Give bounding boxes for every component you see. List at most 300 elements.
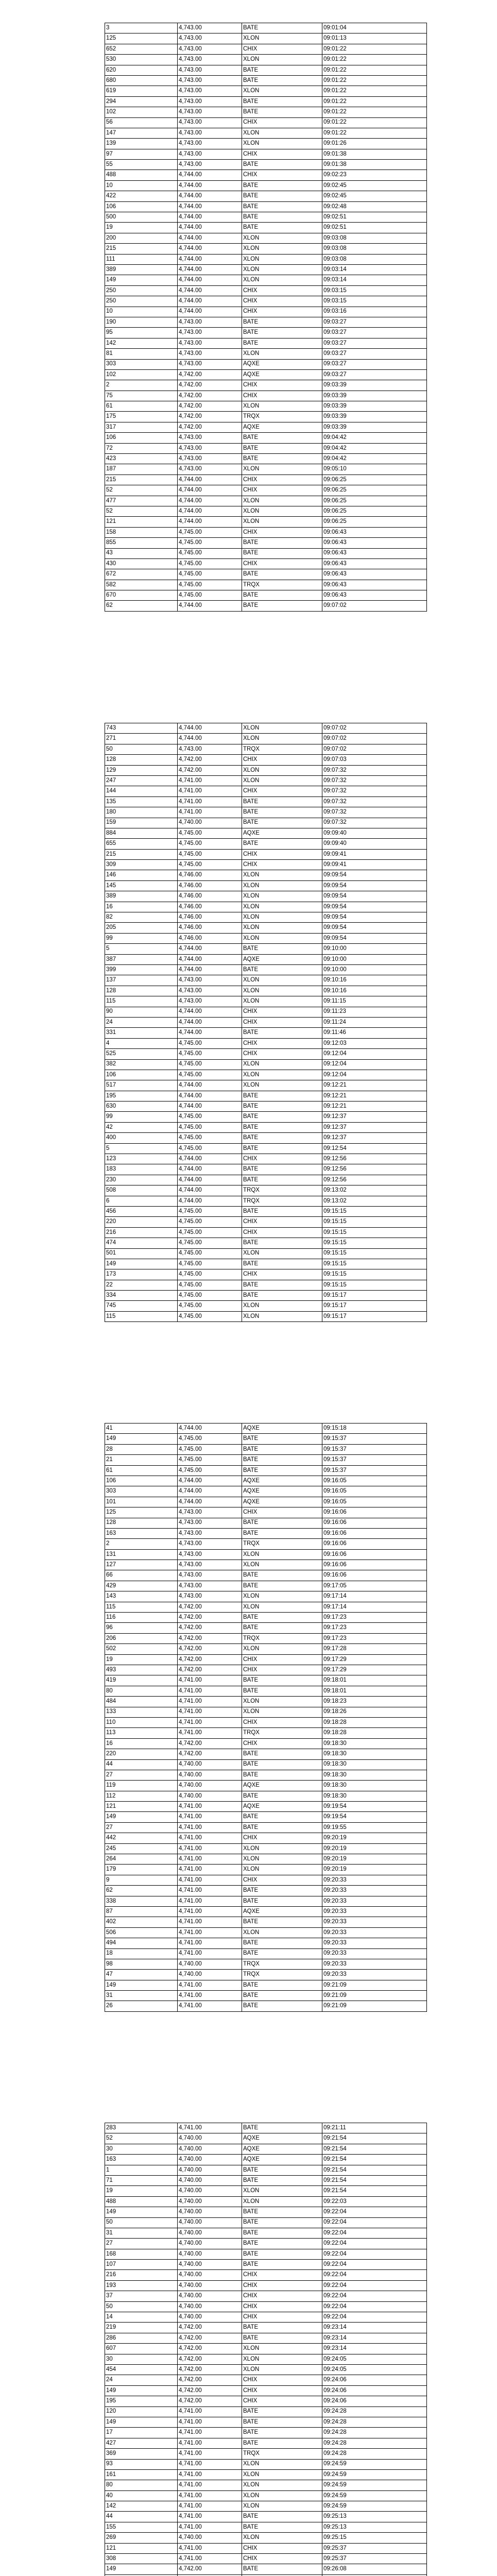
time-cell: 09:18:28: [322, 1728, 427, 1738]
time-cell: 09:01:22: [322, 75, 427, 86]
venue-cell: CHIX: [242, 849, 322, 859]
venue-cell: XLON: [242, 996, 322, 1007]
price-cell: 4,741.00: [178, 2001, 242, 2011]
time-cell: 09:22:04: [322, 2291, 427, 2301]
venue-cell: BATE: [242, 1917, 322, 1927]
price-cell: 4,742.00: [178, 765, 242, 775]
volume-cell: 2: [105, 1539, 178, 1549]
price-cell: 4,741.00: [178, 1822, 242, 1833]
venue-cell: BATE: [242, 569, 322, 580]
time-cell: 09:24:05: [322, 2364, 427, 2375]
venue-cell: XLON: [242, 734, 322, 744]
volume-cell: 149: [105, 275, 178, 285]
price-cell: 4,740.00: [178, 2144, 242, 2154]
venue-cell: XLON: [242, 1549, 322, 1560]
table-row: [105, 2564, 427, 2574]
time-cell: 09:13:02: [322, 1185, 427, 1196]
table-row: [105, 412, 427, 422]
table-row: [105, 1717, 427, 1727]
volume-cell: 195: [105, 2396, 178, 2406]
table-row: [105, 1528, 427, 1538]
time-cell: 09:24:28: [322, 2428, 427, 2438]
venue-cell: XLON: [242, 464, 322, 474]
volume-cell: 206: [105, 1633, 178, 1643]
time-cell: 09:06:25: [322, 517, 427, 527]
table-row: [105, 191, 427, 201]
time-cell: 09:06:43: [322, 590, 427, 601]
venue-cell: XLON: [242, 139, 322, 149]
table-row: [105, 1291, 427, 1301]
time-cell: 09:15:17: [322, 1311, 427, 1321]
venue-cell: BATE: [242, 1528, 322, 1538]
price-cell: 4,740.00: [178, 2196, 242, 2207]
time-cell: 09:20:33: [322, 1917, 427, 1927]
price-cell: 4,742.00: [178, 391, 242, 401]
price-cell: 4,745.00: [178, 1227, 242, 1238]
table-row: [105, 1854, 427, 1865]
time-cell: 09:18:28: [322, 1717, 427, 1727]
table-row: [105, 1507, 427, 1518]
table-row: [105, 1707, 427, 1717]
volume-cell: 21: [105, 1455, 178, 1465]
volume-cell: 264: [105, 1854, 178, 1865]
volume-cell: 286: [105, 2333, 178, 2343]
price-cell: 4,743.00: [178, 117, 242, 128]
venue-cell: XLON: [242, 86, 322, 96]
time-cell: 09:07:32: [322, 807, 427, 818]
volume-cell: 454: [105, 2364, 178, 2375]
price-cell: 4,741.00: [178, 775, 242, 786]
volume-cell: 30: [105, 2354, 178, 2364]
volume-cell: 250: [105, 296, 178, 307]
price-cell: 4,746.00: [178, 912, 242, 923]
time-cell: 09:20:33: [322, 1970, 427, 1980]
time-cell: 09:15:15: [322, 1227, 427, 1238]
venue-cell: CHIX: [242, 2312, 322, 2323]
venue-cell: TRQX: [242, 1185, 322, 1196]
venue-cell: XLON: [242, 1311, 322, 1321]
volume-cell: 142: [105, 338, 178, 348]
volume-cell: 137: [105, 975, 178, 986]
time-cell: 09:12:56: [322, 1175, 427, 1185]
price-cell: 4,745.00: [178, 538, 242, 548]
volume-cell: 14: [105, 2312, 178, 2323]
volume-cell: 525: [105, 1049, 178, 1059]
volume-cell: 149: [105, 2385, 178, 2396]
price-cell: 4,744.00: [178, 496, 242, 506]
time-cell: 09:15:37: [322, 1434, 427, 1444]
time-cell: 09:17:29: [322, 1665, 427, 1675]
venue-cell: BATE: [242, 2001, 322, 2011]
volume-cell: 670: [105, 590, 178, 601]
venue-cell: BATE: [242, 1686, 322, 1696]
time-cell: 09:15:15: [322, 1206, 427, 1216]
price-cell: 4,743.00: [178, 128, 242, 138]
volume-cell: 179: [105, 1865, 178, 1875]
time-cell: 09:24:59: [322, 2490, 427, 2501]
volume-cell: 6: [105, 1196, 178, 1206]
table-row: [105, 23, 427, 33]
table-row: [105, 55, 427, 65]
venue-cell: CHIX: [242, 1269, 322, 1280]
time-cell: 09:12:56: [322, 1164, 427, 1175]
price-cell: 4,744.00: [178, 1476, 242, 1486]
price-cell: 4,744.00: [178, 1175, 242, 1185]
time-cell: 09:16:06: [322, 1507, 427, 1518]
venue-cell: XLON: [242, 923, 322, 933]
venue-cell: CHIX: [242, 755, 322, 765]
price-cell: 4,740.00: [178, 2280, 242, 2291]
volume-cell: 506: [105, 1927, 178, 1938]
volume-cell: 680: [105, 75, 178, 86]
table-row: [105, 496, 427, 506]
time-cell: 09:19:55: [322, 1822, 427, 1833]
time-cell: 09:06:25: [322, 506, 427, 516]
time-cell: 09:04:42: [322, 443, 427, 453]
price-cell: 4,741.00: [178, 2123, 242, 2133]
time-cell: 09:17:23: [322, 1613, 427, 1623]
table-row: [105, 2364, 427, 2375]
table-row: [105, 2480, 427, 2490]
time-cell: 09:15:37: [322, 1465, 427, 1476]
venue-cell: XLON: [242, 1070, 322, 1080]
price-cell: 4,746.00: [178, 880, 242, 891]
time-cell: 09:16:05: [322, 1486, 427, 1497]
volume-cell: 5: [105, 1143, 178, 1154]
price-cell: 4,744.00: [178, 191, 242, 201]
time-cell: 09:09:40: [322, 828, 427, 838]
time-cell: 09:24:28: [322, 2417, 427, 2427]
venue-cell: CHIX: [242, 2385, 322, 2396]
price-cell: 4,741.00: [178, 2469, 242, 2480]
table-row: [105, 170, 427, 180]
time-cell: 09:07:02: [322, 734, 427, 744]
venue-cell: BATE: [242, 223, 322, 233]
venue-cell: XLON: [242, 1865, 322, 1875]
volume-cell: 247: [105, 775, 178, 786]
price-cell: 4,745.00: [178, 1269, 242, 1280]
volume-cell: 16: [105, 902, 178, 912]
volume-cell: 173: [105, 1269, 178, 1280]
time-cell: 09:10:16: [322, 986, 427, 996]
volume-cell: 62: [105, 601, 178, 611]
table-row: [105, 2344, 427, 2354]
venue-cell: AQXE: [242, 1476, 322, 1486]
table-row: [105, 954, 427, 964]
venue-cell: XLON: [242, 2344, 322, 2354]
venue-cell: AQXE: [242, 1802, 322, 1812]
time-cell: 09:03:08: [322, 254, 427, 264]
price-cell: 4,740.00: [178, 1781, 242, 1791]
price-cell: 4,740.00: [178, 2165, 242, 2175]
volume-cell: 745: [105, 1301, 178, 1311]
volume-cell: 115: [105, 1602, 178, 1612]
table-row: [105, 2385, 427, 2396]
time-cell: 09:01:22: [322, 86, 427, 96]
table-row: [105, 233, 427, 243]
table-row: [105, 880, 427, 891]
venue-cell: CHIX: [242, 474, 322, 485]
venue-cell: BATE: [242, 96, 322, 107]
venue-cell: BATE: [242, 839, 322, 849]
price-cell: 4,743.00: [178, 1549, 242, 1560]
table-row: [105, 1175, 427, 1185]
time-cell: 09:16:06: [322, 1518, 427, 1528]
venue-cell: BATE: [242, 1259, 322, 1269]
volume-cell: 5: [105, 944, 178, 954]
table-row: [105, 2239, 427, 2249]
table-row: [105, 1539, 427, 1549]
price-cell: 4,744.00: [178, 1154, 242, 1164]
volume-cell: 493: [105, 1665, 178, 1675]
price-cell: 4,744.00: [178, 1007, 242, 1017]
volume-cell: 155: [105, 2522, 178, 2532]
time-cell: 09:09:54: [322, 902, 427, 912]
price-cell: 4,741.00: [178, 2522, 242, 2532]
table-row: [105, 2323, 427, 2333]
volume-cell: 331: [105, 1028, 178, 1038]
volume-cell: 96: [105, 1623, 178, 1633]
volume-cell: 115: [105, 1311, 178, 1321]
price-cell: 4,744.00: [178, 244, 242, 254]
venue-cell: AQXE: [242, 2155, 322, 2165]
price-cell: 4,741.00: [178, 1886, 242, 1896]
volume-cell: 145: [105, 880, 178, 891]
table-row: [105, 1749, 427, 1759]
venue-cell: BATE: [242, 1759, 322, 1770]
price-cell: 4,746.00: [178, 902, 242, 912]
time-cell: 09:12:21: [322, 1080, 427, 1091]
time-cell: 09:18:30: [322, 1738, 427, 1749]
venue-cell: BATE: [242, 1570, 322, 1581]
time-cell: 09:15:15: [322, 1259, 427, 1269]
table-row: [105, 1591, 427, 1602]
table-row: [105, 775, 427, 786]
price-cell: 4,741.00: [178, 786, 242, 796]
time-cell: 09:10:00: [322, 954, 427, 964]
venue-cell: CHIX: [242, 1875, 322, 1885]
volume-cell: 149: [105, 2417, 178, 2427]
price-cell: 4,741.00: [178, 2428, 242, 2438]
table-row: [105, 160, 427, 170]
volume-cell: 93: [105, 2459, 178, 2469]
venue-cell: CHIX: [242, 285, 322, 296]
venue-cell: BATE: [242, 2260, 322, 2270]
price-cell: 4,744.00: [178, 1486, 242, 1497]
time-cell: 09:22:04: [322, 2260, 427, 2270]
venue-cell: XLON: [242, 264, 322, 275]
table-row: [105, 755, 427, 765]
venue-cell: BATE: [242, 433, 322, 443]
venue-cell: BATE: [242, 1164, 322, 1175]
table-row: [105, 2270, 427, 2280]
time-cell: 09:12:21: [322, 1091, 427, 1101]
price-cell: 4,741.00: [178, 1875, 242, 1885]
table-row: [105, 2228, 427, 2238]
price-cell: 4,741.00: [178, 1917, 242, 1927]
table-row: [105, 443, 427, 453]
volume-cell: 530: [105, 55, 178, 65]
table-row: [105, 369, 427, 380]
table-row: [105, 1759, 427, 1770]
price-cell: 4,741.00: [178, 1991, 242, 2001]
table-row: [105, 975, 427, 986]
volume-cell: 75: [105, 391, 178, 401]
venue-cell: BATE: [242, 454, 322, 464]
time-cell: 09:01:22: [322, 65, 427, 75]
price-cell: 4,741.00: [178, 1980, 242, 1990]
venue-cell: CHIX: [242, 2554, 322, 2564]
volume-cell: 28: [105, 1444, 178, 1454]
price-cell: 4,745.00: [178, 1248, 242, 1259]
time-cell: 09:17:05: [322, 1581, 427, 1591]
table-row: [105, 2438, 427, 2448]
venue-cell: XLON: [242, 891, 322, 902]
volume-cell: 44: [105, 2512, 178, 2522]
volume-cell: 17: [105, 2428, 178, 2438]
table-row: [105, 1738, 427, 1749]
table-row: [105, 1196, 427, 1206]
table-row: [105, 285, 427, 296]
price-cell: 4,743.00: [178, 55, 242, 65]
venue-cell: BATE: [242, 538, 322, 548]
volume-cell: 110: [105, 1717, 178, 1727]
volume-cell: 52: [105, 2133, 178, 2144]
venue-cell: XLON: [242, 975, 322, 986]
time-cell: 09:16:06: [322, 1539, 427, 1549]
price-cell: 4,741.00: [178, 2554, 242, 2564]
venue-cell: CHIX: [242, 117, 322, 128]
price-cell: 4,745.00: [178, 1465, 242, 1476]
volume-cell: 106: [105, 1070, 178, 1080]
table-row: [105, 2375, 427, 2385]
table-row: [105, 1091, 427, 1101]
venue-cell: CHIX: [242, 2270, 322, 2280]
volume-cell: 672: [105, 569, 178, 580]
time-cell: 09:17:29: [322, 1654, 427, 1665]
volume-cell: 283: [105, 2123, 178, 2133]
volume-cell: 102: [105, 369, 178, 380]
volume-cell: 456: [105, 1206, 178, 1216]
time-cell: 09:03:14: [322, 275, 427, 285]
volume-cell: 128: [105, 986, 178, 996]
table-row: [105, 96, 427, 107]
volume-cell: 230: [105, 1175, 178, 1185]
volume-cell: 139: [105, 139, 178, 149]
table-row: [105, 275, 427, 285]
table-row: [105, 1906, 427, 1917]
volume-cell: 429: [105, 1581, 178, 1591]
venue-cell: XLON: [242, 1927, 322, 1938]
price-cell: 4,741.00: [178, 796, 242, 807]
volume-cell: 26: [105, 2001, 178, 2011]
venue-cell: BATE: [242, 443, 322, 453]
venue-cell: BATE: [242, 1444, 322, 1454]
venue-cell: XLON: [242, 55, 322, 65]
time-cell: 09:03:27: [322, 328, 427, 338]
trade-table-3: [105, 1423, 427, 2012]
time-cell: 09:16:05: [322, 1497, 427, 1507]
price-cell: 4,740.00: [178, 2133, 242, 2144]
price-cell: 4,745.00: [178, 1070, 242, 1080]
table-row: [105, 1049, 427, 1059]
price-cell: 4,741.00: [178, 2480, 242, 2490]
table-row: [105, 1822, 427, 1833]
price-cell: 4,740.00: [178, 2175, 242, 2185]
venue-cell: BATE: [242, 1623, 322, 1633]
time-cell: 09:15:37: [322, 1444, 427, 1454]
price-cell: 4,745.00: [178, 839, 242, 849]
table-row: [105, 2196, 427, 2207]
time-cell: 09:02:48: [322, 201, 427, 212]
price-cell: 4,740.00: [178, 2186, 242, 2196]
volume-cell: 402: [105, 1917, 178, 1927]
price-cell: 4,740.00: [178, 2533, 242, 2543]
venue-cell: BATE: [242, 2564, 322, 2574]
volume-cell: 90: [105, 1007, 178, 1017]
volume-cell: 121: [105, 1802, 178, 1812]
time-cell: 09:24:06: [322, 2375, 427, 2385]
volume-cell: 61: [105, 1465, 178, 1476]
price-cell: 4,743.00: [178, 986, 242, 996]
table-row: [105, 1007, 427, 1017]
volume-cell: 163: [105, 1528, 178, 1538]
table-row: [105, 1791, 427, 1801]
table-row: [105, 590, 427, 601]
volume-cell: 52: [105, 506, 178, 516]
venue-cell: BATE: [242, 818, 322, 828]
volume-cell: 19: [105, 223, 178, 233]
price-cell: 4,744.00: [178, 285, 242, 296]
table-row: [105, 422, 427, 432]
time-cell: 09:06:43: [322, 580, 427, 590]
time-cell: 09:01:38: [322, 149, 427, 159]
venue-cell: AQXE: [242, 1497, 322, 1507]
price-cell: 4,742.00: [178, 2333, 242, 2343]
table-row: [105, 548, 427, 558]
table-row: [105, 986, 427, 996]
price-cell: 4,741.00: [178, 1896, 242, 1906]
time-cell: 09:24:59: [322, 2469, 427, 2480]
volume-cell: 66: [105, 1570, 178, 1581]
table-row: [105, 328, 427, 338]
volume-cell: 369: [105, 2449, 178, 2459]
price-cell: 4,742.00: [178, 2385, 242, 2396]
price-cell: 4,741.00: [178, 1948, 242, 1959]
price-cell: 4,744.00: [178, 485, 242, 496]
venue-cell: BATE: [242, 2239, 322, 2249]
table-row: [105, 2406, 427, 2417]
table-row: [105, 1059, 427, 1070]
price-cell: 4,745.00: [178, 569, 242, 580]
time-cell: 09:05:10: [322, 464, 427, 474]
venue-cell: XLON: [242, 2480, 322, 2490]
time-cell: 09:03:27: [322, 338, 427, 348]
table-row: [105, 933, 427, 943]
venue-cell: BATE: [242, 590, 322, 601]
table-row: [105, 307, 427, 317]
time-cell: 09:19:54: [322, 1812, 427, 1822]
time-cell: 09:02:23: [322, 170, 427, 180]
table-row: [105, 1770, 427, 1780]
table-row: [105, 485, 427, 496]
volume-cell: 158: [105, 527, 178, 537]
price-cell: 4,744.00: [178, 474, 242, 485]
table-row: [105, 1497, 427, 1507]
table-row: [105, 2428, 427, 2438]
venue-cell: BATE: [242, 1291, 322, 1301]
venue-cell: BATE: [242, 2323, 322, 2333]
